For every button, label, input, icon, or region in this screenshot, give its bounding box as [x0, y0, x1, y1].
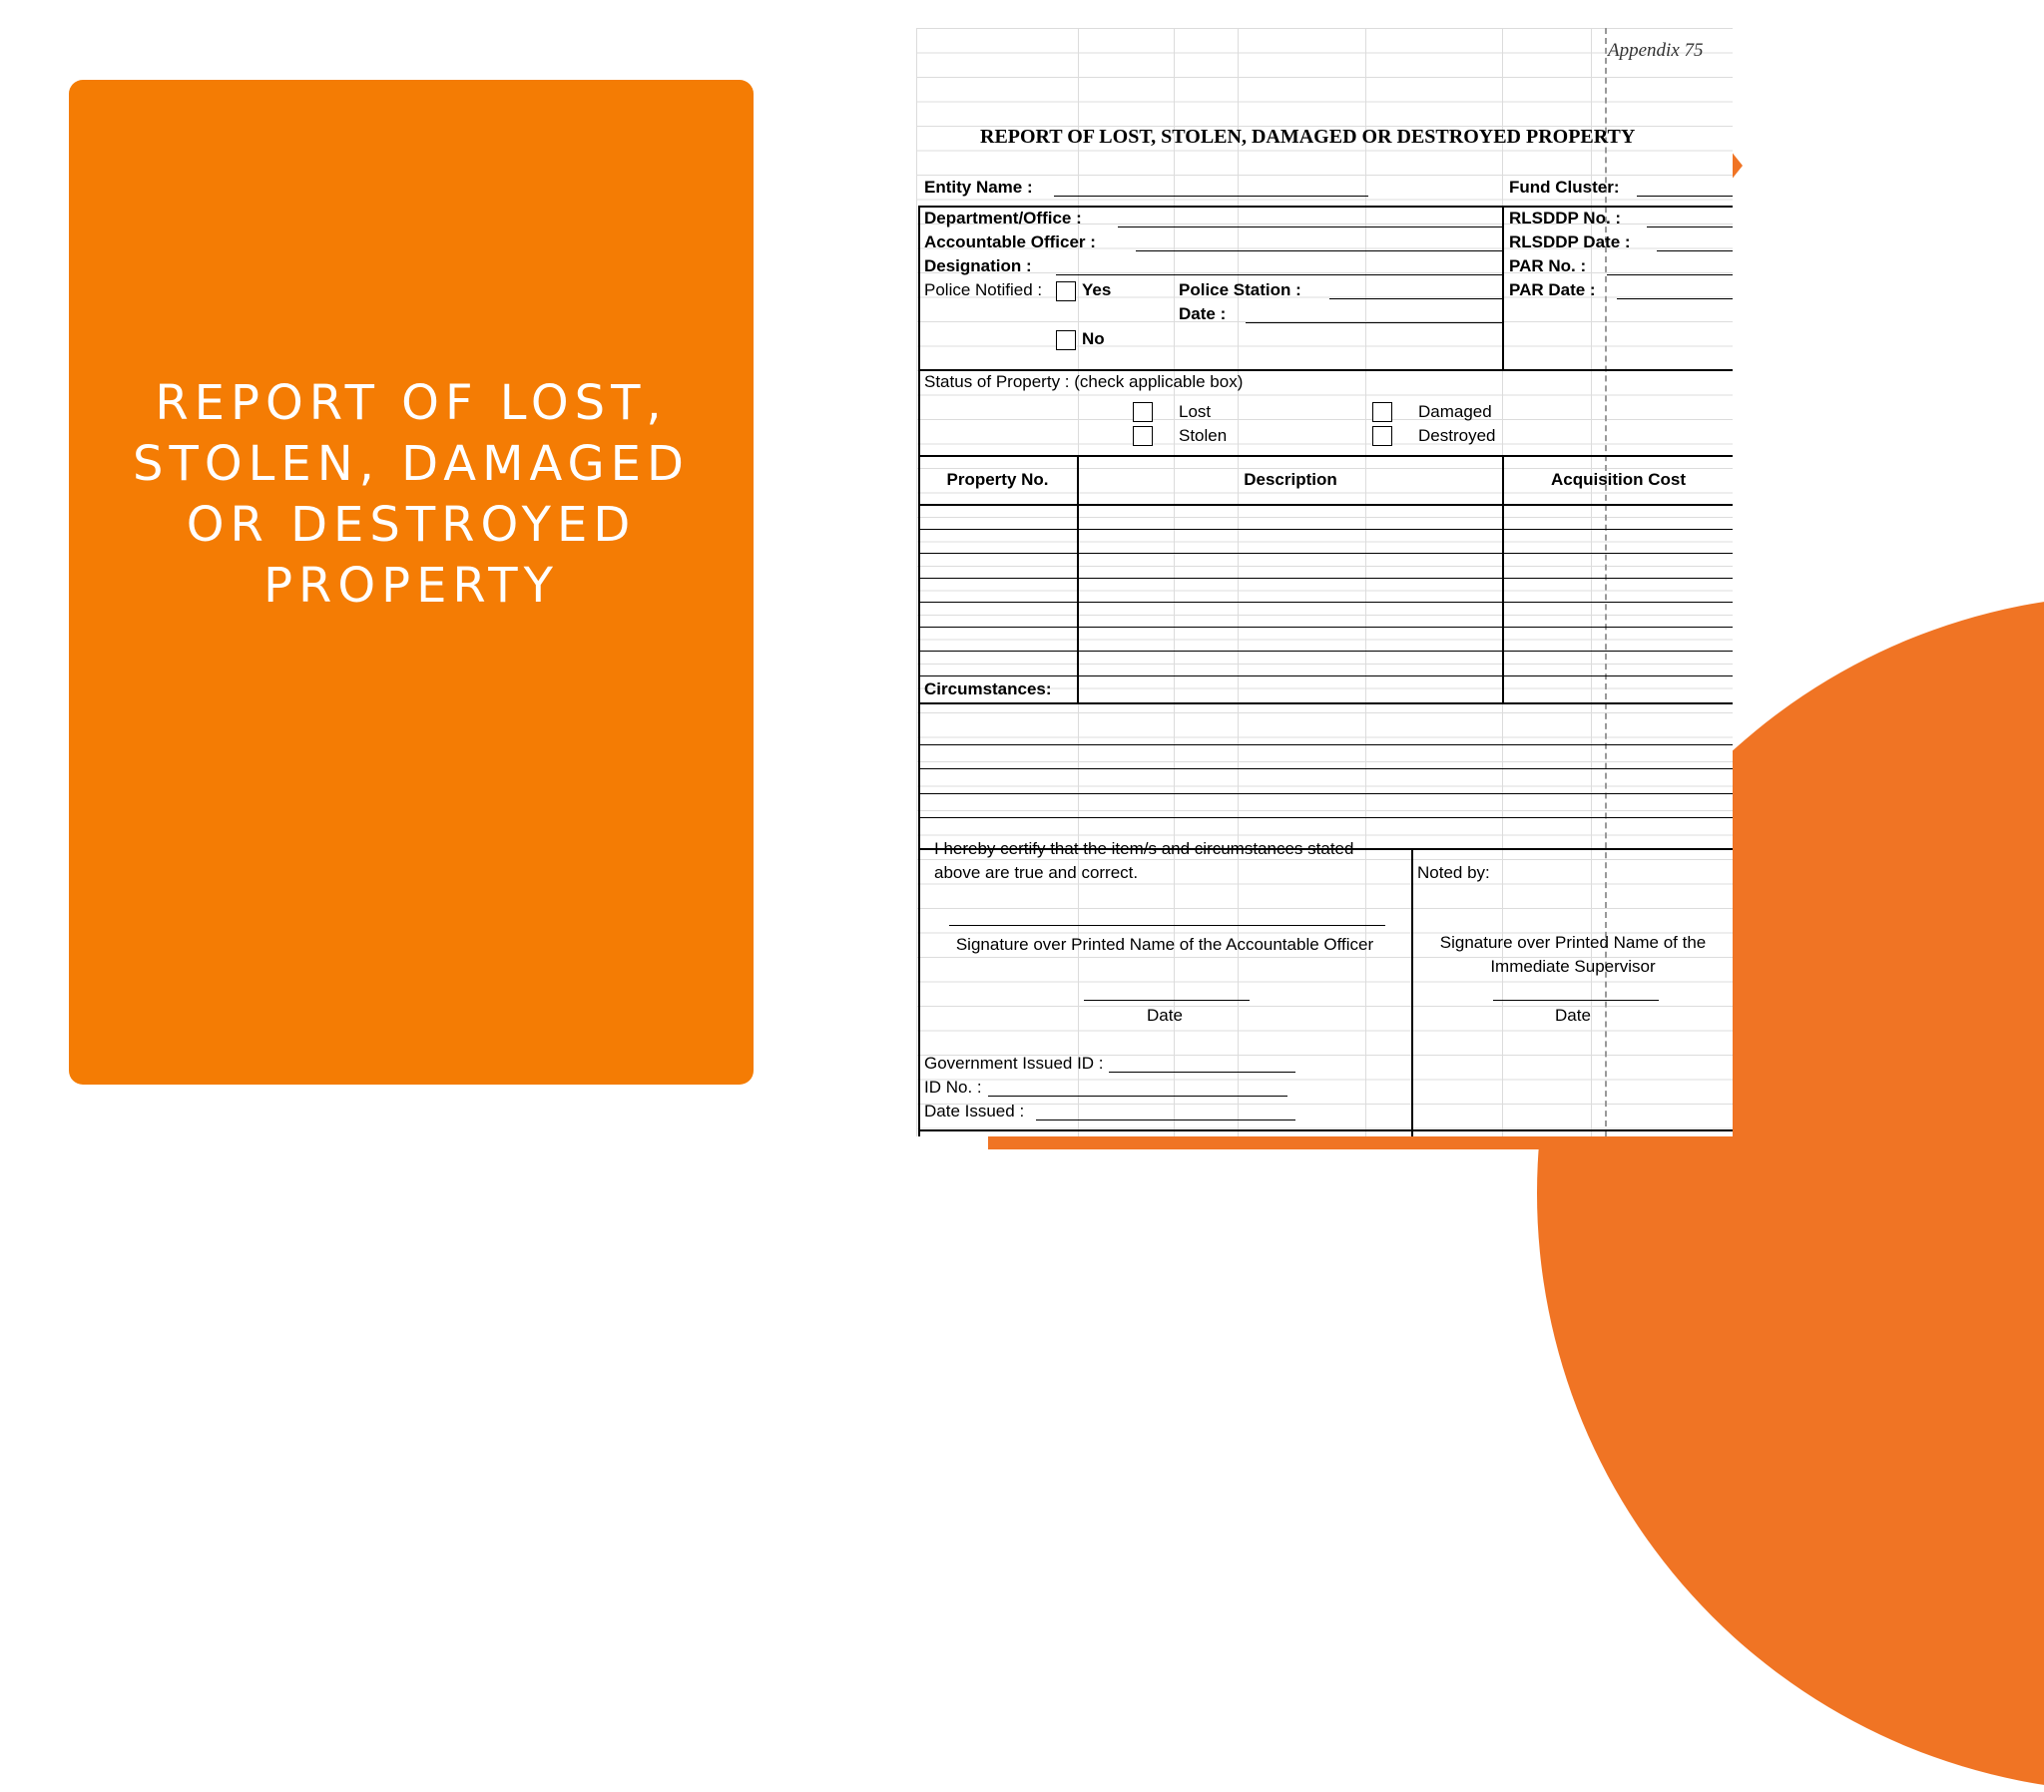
- col-acquisition-cost: Acquisition Cost: [1550, 470, 1687, 489]
- form-image: [916, 28, 1733, 1136]
- yes-checkbox[interactable]: [1056, 281, 1076, 301]
- sig-supervisor-line-2: Immediate Supervisor: [1490, 957, 1656, 976]
- col-property-no: Property No.: [946, 470, 1049, 489]
- designation-label: Designation :: [924, 256, 1032, 275]
- date-right-label: Date: [1555, 1006, 1591, 1025]
- stolen-checkbox[interactable]: [1133, 426, 1153, 446]
- department-label: Department/Office :: [924, 209, 1082, 227]
- noted-by-label: Noted by:: [1417, 863, 1490, 882]
- rlsddp-no-label: RLSDDP No. :: [1509, 209, 1622, 227]
- title-panel: [69, 80, 754, 1085]
- destroyed-label: Destroyed: [1418, 426, 1496, 445]
- appendix-label: Appendix 75: [1608, 40, 1704, 61]
- yes-label: Yes: [1082, 280, 1112, 299]
- par-date-label: PAR Date :: [1509, 280, 1596, 299]
- damaged-label: Damaged: [1418, 402, 1492, 421]
- sig-officer-label: Signature over Printed Name of the Accountable Officer: [955, 935, 1374, 954]
- decorative-bottom-band: [988, 1135, 2044, 1149]
- certify-line-2: above are true and correct.: [934, 863, 1139, 882]
- accountable-officer-label: Accountable Officer :: [924, 232, 1096, 251]
- par-no-label: PAR No. :: [1509, 256, 1587, 275]
- fund-cluster-label: Fund Cluster:: [1509, 178, 1620, 197]
- certify-line-1: I hereby certify that the item/s and circumstances stated: [934, 839, 1354, 858]
- gov-id-label: Government Issued ID :: [924, 1054, 1104, 1073]
- destroyed-checkbox[interactable]: [1372, 426, 1392, 446]
- police-station-label: Police Station :: [1179, 280, 1301, 299]
- id-no-label: ID No. :: [924, 1078, 982, 1097]
- lost-checkbox[interactable]: [1133, 402, 1153, 422]
- stolen-label: Stolen: [1179, 426, 1228, 445]
- lost-label: Lost: [1179, 402, 1212, 421]
- no-checkbox[interactable]: [1056, 330, 1076, 350]
- entity-name-label: Entity Name :: [924, 178, 1033, 197]
- no-label: No: [1082, 329, 1105, 348]
- police-notified-label: Police Notified :: [924, 280, 1043, 299]
- date-issued-label: Date Issued :: [924, 1102, 1025, 1120]
- damaged-checkbox[interactable]: [1372, 402, 1392, 422]
- slide-title: REPORT OF LOST, STOLEN, DAMAGED OR DESTROYED PROPERTY: [133, 375, 690, 614]
- sig-supervisor-line-1: Signature over Printed Name of the: [1439, 933, 1707, 952]
- status-label: Status of Property : (check applicable box): [924, 372, 1244, 391]
- rlsddp-date-label: RLSDDP Date :: [1509, 232, 1631, 251]
- police-date-label: Date :: [1179, 304, 1227, 323]
- form-title: REPORT OF LOST, STOLEN, DAMAGED OR DESTROYED PROPERTY: [980, 126, 1636, 148]
- col-description: Description: [1244, 470, 1337, 489]
- circumstances-label: Circumstances:: [924, 679, 1052, 698]
- date-left-label: Date: [1147, 1006, 1183, 1025]
